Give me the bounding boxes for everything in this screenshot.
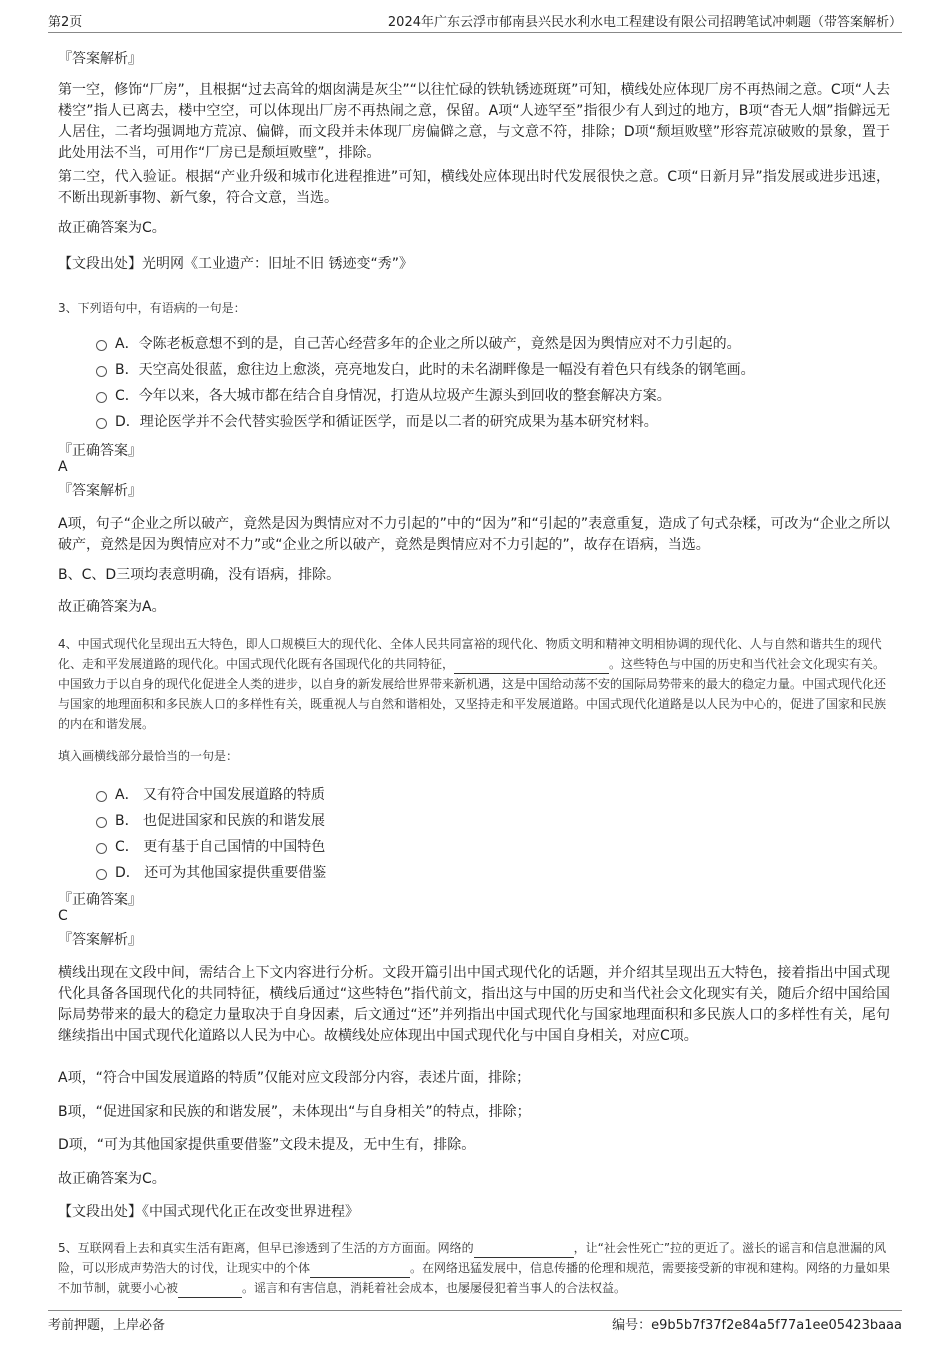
option-label: A．令陈老板意想不到的是，自己苦心经营多年的企业之所以破产，竟然是因为舆情应对不力引起的。 (115, 336, 741, 352)
analysis-paragraph: 横线出现在文段中间，需结合上下文内容进行分析。文段开篇引出中国式现代化的话题，并介绍其呈现出五大特色，接着指出中国式现代化具备各国现代化的共同特征，横线后通过“这些特色”指代前文，指出这与中国的历史和当代社会文化现实有关，随后介绍中国给国际局势带来的最大的稳定力量取决于自身因素，后文通过“还”并列指出中国式现代化与国家地理面积和多民族人口的多样性有关，尾句继续指出中国式现代化道路以人民为中心。故横线处应体现出中国式现代化与中国自身相关，对应C项。 (58, 965, 890, 1044)
radio-icon[interactable] (96, 843, 107, 854)
radio-icon[interactable] (96, 366, 107, 377)
conclusion: 故正确答案为C。 (58, 220, 166, 236)
answer-label: 『正确答案』 (58, 892, 142, 908)
correct-answer: A (58, 459, 68, 475)
question-stem: 5、互联网看上去和真实生活有距离，但早已渗透到了生活的方方面面。网络的 ，让“社会性死亡”拉的更近了。滋长的谣言和信息泄漏的风险，可以形成声势浩大的讨伐，让现实中的个体 。在网络迅猛发展中，信息传播的伦理和规范，需要接受新的审视和建构。网络的力量如果不加节制，就要小心被 。谣言和有害信息，消耗着社会成本，也屡屡侵犯着当事人的合法权益。 (58, 1238, 893, 1298)
option-label: C．今年以来，各大城市都在结合自身情况，打造从垃圾产生源头到回收的整套解决方案。 (115, 388, 671, 404)
fill-blank (310, 1277, 410, 1278)
option-c[interactable] (96, 836, 325, 856)
conclusion: 故正确答案为C。 (58, 1171, 166, 1187)
question-stem: 4、中国式现代化呈现出五大特色，即人口规模巨大的现代化、全体人民共同富裕的现代化、物质文明和精神文明相协调的现代化、人与自然和谐共生的现代化、走和平发展道路的现代化。中国式现代化既有各国现代化的共同特征， 。这些特色与中国的历史和当代社会文化现实有关。中国致力于以自身的现代化促进全人类的进步，以自身的新发展给世界带来新机遇，这是中国给动荡不安的国际局势带来的最大的稳定力量。中国式现代化还与国家的地理面积和多民族人口的多样性有关，既重视人与自然和谐相处，又坚持走和平发展道路。中国式现代化道路是以人民为中心的，促进了国家和民族的内在和谐发展。 (58, 637, 887, 731)
analysis-paragraph: 第二空，代入验证。根据“产业升级和城市化进程推进”可知，横线处应体现出时代发展很快之意。C项“日新月异”指发展或进步迅速，不断出现新事物、新气象，符合文意，当选。 (58, 169, 890, 206)
radio-icon[interactable] (96, 791, 107, 802)
question-prompt: 填入画横线部分最恰当的一句是： (58, 749, 239, 763)
page-footer (48, 1310, 902, 1333)
option-d[interactable] (96, 411, 658, 431)
option-c[interactable] (96, 385, 671, 405)
analysis-paragraph: A项，句子“企业之所以破产，竟然是因为舆情应对不力引起的”中的“因为”和“引起的”表意重复，造成了句式杂糅，可改为“企业之所以破产，竟然是因为舆情应对不力”或“企业之所以破产，竟然是舆情应对不力引起的”，故存在语病，当选。 (58, 516, 890, 553)
fill-blank (474, 1257, 574, 1258)
analysis-label: 『答案解析』 (58, 932, 142, 948)
question-stem: 3、下列语句中，有语病的一句是： (58, 301, 246, 315)
page-number: 第2页 (48, 15, 83, 30)
footer-slogan: 考前押题，上岸必备 (48, 1318, 166, 1333)
option-label: C． 更有基于自己国情的中国特色 (115, 839, 326, 855)
document-id: 编号：e9b5b7f37f2e84a5f77a1ee05423baaa (612, 1318, 902, 1333)
option-b[interactable] (96, 810, 325, 830)
radio-icon[interactable] (96, 418, 107, 429)
analysis-paragraph: B、C、D三项均表意明确，没有语病，排除。 (58, 567, 341, 583)
analysis-paragraph: B项，“促进国家和民族的和谐发展”，未体现出“与自身相关”的特点，排除； (58, 1104, 531, 1120)
radio-icon[interactable] (96, 340, 107, 351)
analysis-paragraph: D项，“可为其他国家提供重要借鉴”文段未提及，无中生有，排除。 (58, 1137, 476, 1153)
document-title: 2024年广东云浮市郁南县兴民水利水电工程建设有限公司招聘笔试冲刺题（带答案解析） (387, 15, 902, 30)
analysis-label: 『答案解析』 (58, 51, 142, 67)
source-citation: 【文段出处】光明网《工业遗产：旧址不旧 锈迹变“秀”》 (58, 256, 413, 272)
option-d[interactable] (96, 862, 326, 882)
analysis-paragraph: 第一空，修饰“厂房”，且根据“过去高耸的烟囱满是灰尘”“以往忙碌的铁轨锈迹斑斑”可知，横线处应体现厂房不再热闹之意。C项“人去楼空”指人已离去，楼中空空，可以体现出厂房不再热闹之意，保留。A项“人迹罕至”指很少有人到过的地方，B项“杳无人烟”指僻远无人居住，二者均强调地方荒凉、偏僻，而文段并未体现厂房偏僻之意，与文意不符，排除；D项“颓垣败壁”形容荒凉破败的景象，置于此处用法不当，可用作“厂房已是颓垣败壁”，排除。 (58, 82, 890, 161)
radio-icon[interactable] (96, 869, 107, 880)
option-a[interactable] (96, 333, 741, 353)
radio-icon[interactable] (96, 817, 107, 828)
correct-answer: C (58, 908, 68, 924)
fill-blank (178, 1297, 242, 1298)
analysis-paragraph: A项，“符合中国发展道路的特质”仅能对应文段部分内容，表述片面，排除； (58, 1070, 531, 1086)
conclusion: 故正确答案为A。 (58, 599, 166, 615)
fill-blank (454, 673, 609, 674)
option-label: D． 还可为其他国家提供重要借鉴 (115, 865, 327, 881)
radio-icon[interactable] (96, 392, 107, 403)
page-header (48, 10, 902, 33)
option-label: A． 又有符合中国发展道路的特质 (115, 787, 326, 803)
option-label: B．天空高处很蓝，愈往边上愈淡，亮亮地发白，此时的未名湖畔像是一幅没有着色只有线条的钢笔画。 (115, 362, 755, 378)
source-citation: 【文段出处】《中国式现代化正在改变世界进程》 (58, 1204, 359, 1220)
answer-label: 『正确答案』 (58, 443, 142, 459)
option-a[interactable] (96, 784, 325, 804)
option-b[interactable] (96, 359, 755, 379)
option-label: D．理论医学并不会代替实验医学和循证医学，而是以二者的研究成果为基本研究材料。 (115, 414, 658, 430)
analysis-label: 『答案解析』 (58, 483, 142, 499)
option-label: B． 也促进国家和民族的和谐发展 (115, 813, 326, 829)
